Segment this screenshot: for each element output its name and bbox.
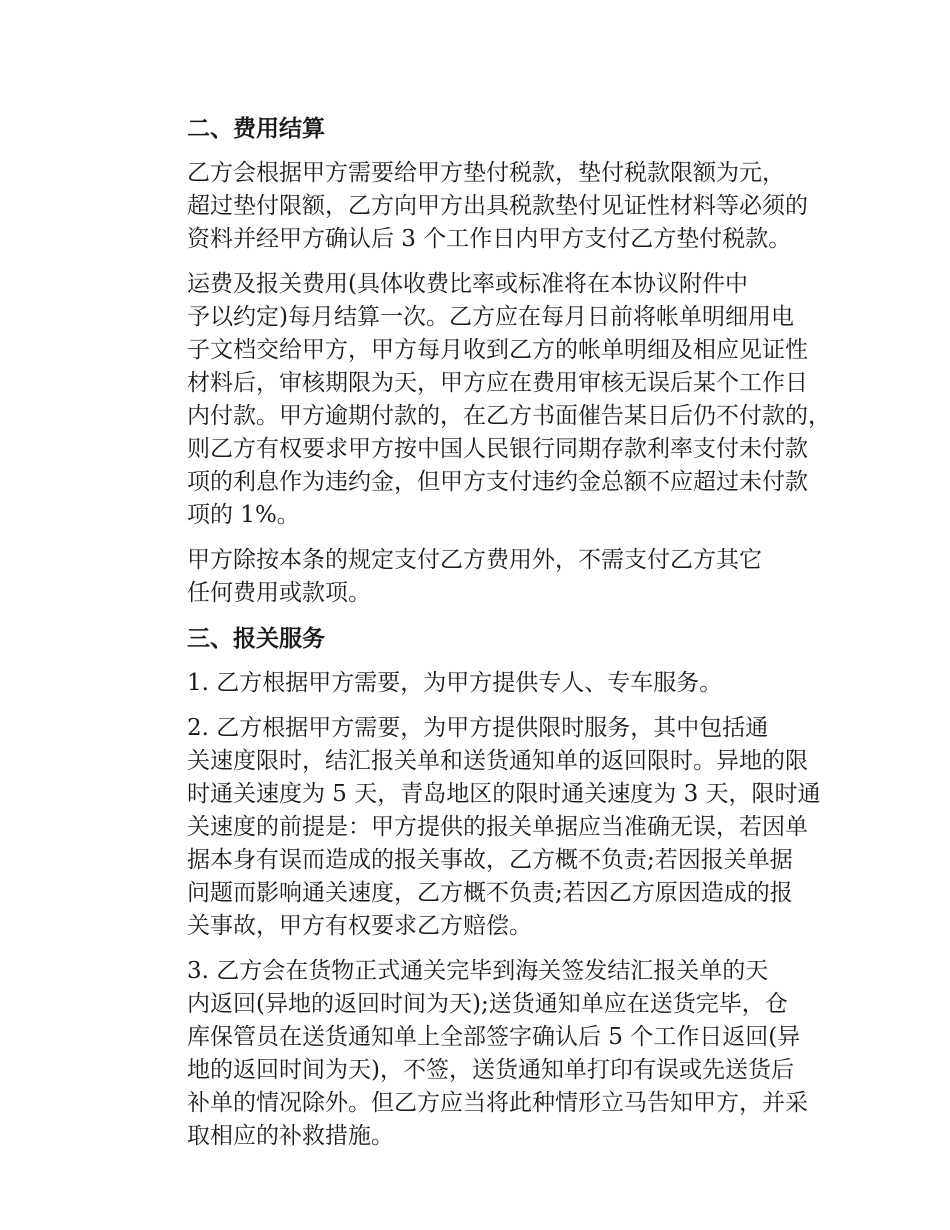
section-heading: 二、费用结算 [187, 115, 325, 142]
paragraph-line: 补单的情况除外。但乙方应当将此种情形立马告知甲方，并采 [187, 1090, 808, 1116]
paragraph-line: 关事故，甲方有权要求乙方赔偿。 [187, 913, 532, 939]
paragraph-line: 2. 乙方根据甲方需要，为甲方提供限时服务，其中包括通 [187, 715, 769, 741]
paragraph-line: 材料后，审核期限为天，甲方应在费用审核无误后某个工作日 [187, 370, 808, 396]
paragraph-line: 问题而影响通关速度，乙方概不负责;若因乙方原因造成的报 [187, 880, 793, 906]
paragraph-line: 项的 1%。 [187, 502, 300, 528]
paragraph-line: 项的利息作为违约金，但甲方支付违约金总额不应超过未付款 [187, 469, 808, 495]
paragraph-line: 时通关速度为 5 天，青岛地区的限时通关速度为 3 天，限时通 [187, 781, 821, 807]
paragraph [142, 268, 831, 532]
paragraph-line: 关速度限时，结汇报关单和送货通知单的返回限时。异地的限 [187, 748, 808, 774]
paragraph-line: 3. 乙方会在货物正式通关完毕到海关签发结汇报关单的天 [187, 958, 769, 984]
paragraph-line: 运费及报关费用(具体收费比率或标准将在本协议附件中 [187, 271, 748, 297]
document-page [142, 112, 831, 1165]
paragraph [142, 544, 818, 610]
paragraph-line: 关速度的前提是：甲方提供的报关单据应当准确无误，若因单 [187, 814, 808, 840]
section-fee-settlement [142, 112, 831, 610]
paragraph-line: 取相应的补救措施。 [187, 1123, 394, 1149]
paragraph-line: 任何费用或款项。 [187, 580, 371, 606]
paragraph-line: 予以约定)每月结算一次。乙方应在每月日前将帐单明细用电 [187, 304, 794, 330]
section-customs-service [142, 622, 821, 1153]
paragraph-line: 子文档交给甲方，甲方每月收到乙方的帐单明细及相应见证性 [187, 337, 808, 363]
paragraph [142, 712, 821, 943]
paragraph [142, 667, 818, 700]
paragraph-line: 超过垫付限额，乙方向甲方出具税款垫付见证性材料等必须的 [187, 193, 808, 219]
paragraph-line: 1. 乙方根据甲方需要，为甲方提供专人、专车服务。 [187, 670, 723, 696]
paragraph-line: 库保管员在送货通知单上全部签字确认后 5 个工作日返回(异 [187, 1024, 801, 1050]
paragraph-line: 内付款。甲方逾期付款的，在乙方书面催告某日后仍不付款的， [187, 403, 831, 429]
paragraph [142, 157, 818, 256]
paragraph-line: 则乙方有权要求甲方按中国人民银行同期存款利率支付未付款 [187, 436, 808, 462]
paragraph [142, 955, 818, 1153]
paragraph-line: 资料并经甲方确认后 3 个工作日内甲方支付乙方垫付税款。 [187, 226, 792, 252]
paragraph-line: 地的返回时间为天)，不签，送货通知单打印有误或先送货后 [187, 1057, 794, 1083]
paragraph-line: 甲方除按本条的规定支付乙方费用外，不需支付乙方其它 [187, 547, 762, 573]
paragraph-line: 据本身有误而造成的报关事故，乙方概不负责;若因报关单据 [187, 847, 793, 873]
paragraph-line: 乙方会根据甲方需要给甲方垫付税款，垫付税款限额为元， [187, 160, 785, 186]
paragraph-line: 内返回(异地的返回时间为天);送货通知单应在送货完毕，仓 [187, 991, 788, 1017]
section-heading: 三、报关服务 [187, 625, 325, 652]
